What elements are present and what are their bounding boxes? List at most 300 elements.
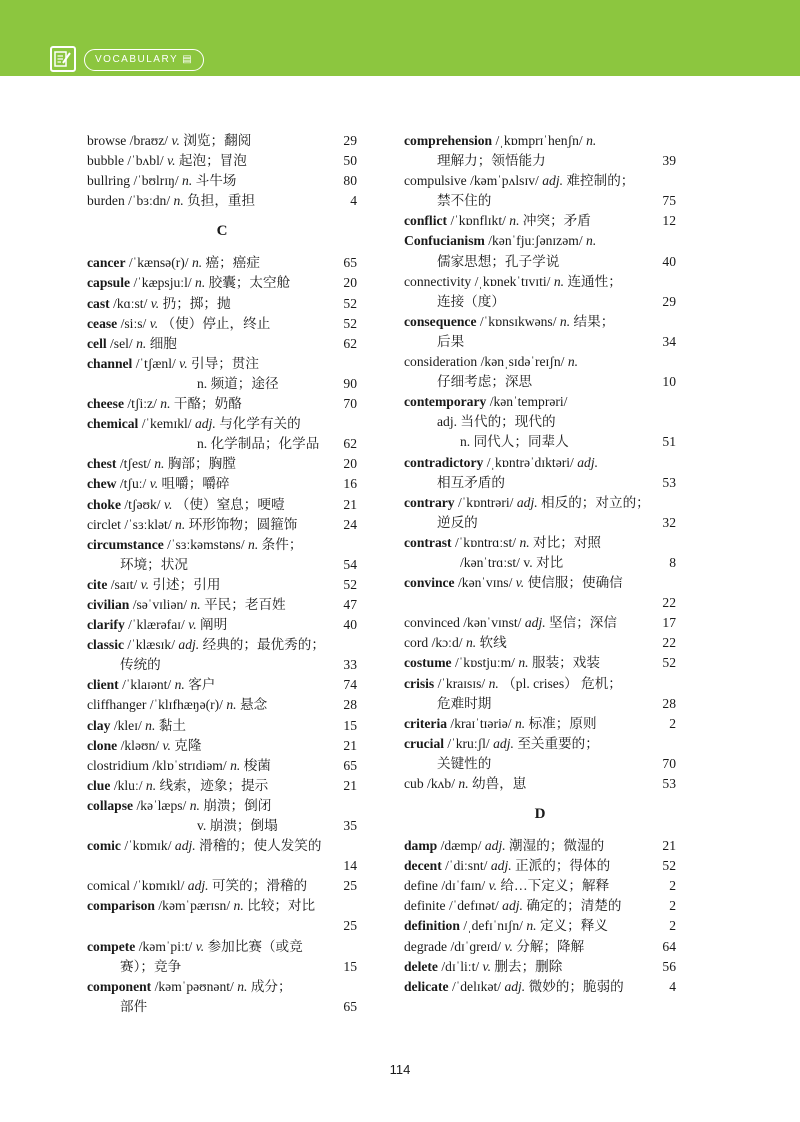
vocab-part-of-speech: adj.: [504, 978, 526, 994]
vocab-word: contradictory: [404, 454, 484, 470]
vocab-page-ref: 20: [343, 456, 357, 472]
vocab-entry: [404, 573, 676, 613]
vocab-word: capsule: [87, 275, 131, 291]
vocab-phonetic: /kənˈvɪnst/: [463, 615, 522, 631]
vocab-word: definite: [404, 898, 446, 914]
vocab-meaning: 潮湿的；微湿的: [509, 838, 605, 854]
vocab-word: chest: [87, 456, 117, 472]
vocab-part-of-speech: adj.: [493, 735, 514, 751]
vocab-page-ref: 32: [662, 514, 676, 530]
vocab-phonetic: /ˈkɒmɪkl/: [133, 878, 185, 894]
vocab-entry: [87, 394, 357, 414]
vocab-word: choke: [87, 496, 121, 512]
vocab-page-ref: 28: [662, 695, 676, 711]
vocab-word: damp: [404, 838, 438, 854]
vocab-meaning: 癌；癌症: [205, 255, 260, 271]
vocab-page-ref: 64: [662, 938, 676, 954]
vocab-entry: [87, 474, 357, 494]
vocab-phonetic: /tʃiːz/: [127, 396, 157, 412]
vocab-word: Confucianism: [404, 233, 485, 249]
vocab-word: comprehension: [404, 133, 493, 148]
vocab-phonetic: /ˈkɒmɪk/: [124, 838, 172, 854]
vocab-word: circlet: [87, 516, 121, 532]
vocab-meaning: 滑稽的；使人发笑的: [199, 838, 322, 854]
vocab-entry: [87, 937, 357, 977]
vocab-word: clarify: [87, 617, 125, 633]
vocab-phonetic: /siːs/: [120, 315, 147, 331]
vocab-word: crisis: [404, 675, 435, 691]
vocab-part-of-speech: n.: [154, 456, 165, 472]
vocab-page-ref: 75: [662, 193, 676, 209]
vocab-word: comparison: [87, 898, 155, 914]
vocab-page-ref: 80: [343, 173, 357, 189]
vocab-meaning: 起泡；冒泡: [178, 153, 247, 169]
vocab-entry: [87, 151, 357, 171]
vocab-entry: [404, 957, 676, 977]
vocab-page-ref: 21: [343, 777, 357, 793]
vocab-meaning: 定义；释义: [539, 918, 608, 934]
vocab-meaning: 咀嚼；嚼碎: [161, 476, 230, 492]
vocab-page-ref: 4: [669, 978, 676, 994]
vocab-meaning: （pl. crises） 危机；: [502, 675, 622, 691]
vocab-page-ref: 2: [669, 715, 676, 731]
vocab-phonetic: /kənˌsɪdəˈreɪʃn/: [480, 354, 565, 370]
vocab-meaning: 细胞: [149, 335, 177, 351]
vocab-word: convinced: [404, 615, 460, 631]
vocab-part-of-speech: n.: [237, 978, 248, 994]
vocab-meaning: 胸部；胸膛: [167, 456, 236, 472]
vocab-part-of-speech: adj.: [577, 454, 599, 470]
vocab-page-ref: 56: [662, 958, 676, 974]
vocab-phonetic: /ˌkɒntrəˈdɪktəri/: [486, 454, 574, 470]
vocab-entry: [404, 674, 676, 714]
vocab-word: cell: [87, 335, 107, 351]
vocab-word: consequence: [404, 313, 477, 329]
vocab-word: consideration: [404, 354, 478, 370]
vocab-page-ref: 62: [343, 436, 357, 452]
vocab-part-of-speech: adj.: [195, 416, 216, 432]
vocab-meaning-continued: /kənˈtrɑːst/ v. 对比: [460, 554, 564, 570]
vocab-entry: [87, 495, 357, 515]
vocab-word: costume: [404, 655, 452, 671]
vocab-page-ref: 28: [343, 697, 357, 713]
page-number: 114: [389, 1062, 411, 1077]
vocab-phonetic: /kənˈtemprəri/: [489, 394, 568, 410]
vocab-part-of-speech: v.: [515, 575, 525, 591]
vocab-part-of-speech: v.: [179, 355, 188, 371]
vocab-word: bullring: [87, 173, 131, 189]
vocab-page-ref: 21: [343, 496, 357, 512]
vocab-part-of-speech: n.: [160, 396, 171, 412]
vocab-part-of-speech: n.: [195, 275, 206, 291]
vocab-part-of-speech: n.: [518, 655, 529, 671]
vocab-page-ref: 4: [350, 193, 357, 209]
vocab-entry: [87, 334, 357, 354]
vocab-part-of-speech: n.: [190, 596, 201, 612]
vocab-part-of-speech: adj.: [542, 173, 564, 189]
vocab-phonetic: /ˌdefɪˈnɪʃn/: [463, 918, 523, 934]
vocab-page-ref: 50: [343, 153, 357, 169]
vocab-word: bubble: [87, 153, 124, 169]
vocab-word: define: [404, 878, 438, 894]
vocab-page-ref: 20: [343, 275, 357, 291]
vocab-word: browse: [87, 133, 127, 148]
vocab-word: cast: [87, 295, 110, 311]
vocab-meaning: 标准；原则: [528, 715, 597, 731]
vocab-word: decent: [404, 858, 442, 874]
vocab-word: contemporary: [404, 394, 487, 410]
vocab-meaning: 扔；掷；抛: [162, 295, 231, 311]
vocab-meaning-continued: 后果: [437, 333, 465, 349]
vocab-meaning: 使信服；使确信: [527, 575, 623, 591]
vocab-entry: [404, 312, 676, 352]
vocab-meaning: 阐明: [200, 617, 228, 633]
header-bar: [0, 0, 800, 76]
vocab-page-ref: 47: [343, 596, 357, 612]
vocab-part-of-speech: n.: [458, 776, 469, 791]
vocab-part-of-speech: n.: [182, 173, 193, 189]
vocab-meaning: 可笑的；滑稽的: [211, 878, 308, 894]
vocab-part-of-speech: v.: [488, 878, 498, 894]
vocab-page-ref: 74: [343, 677, 357, 693]
vocab-meaning: 浏览；翻阅: [183, 133, 252, 148]
vocab-meaning: 引导；贯注: [191, 355, 259, 371]
vocab-entry: [87, 756, 357, 776]
vocab-meaning: 相反的；对立的；: [541, 494, 650, 510]
vocab-meaning: 难控制的；: [566, 173, 635, 189]
vocab-entry: [87, 131, 357, 151]
vocab-part-of-speech: n.: [567, 354, 579, 370]
vocab-meaning: 服装；戏装: [531, 655, 600, 671]
vocab-meaning: 黏土: [158, 717, 186, 733]
vocab-page-ref: 52: [662, 858, 676, 874]
vocab-meaning: 环形饰物；圆箍饰: [188, 516, 298, 532]
vocab-entry: [87, 635, 357, 675]
vocab-page-ref: 29: [343, 133, 357, 148]
vocab-meaning: 干酪；奶酪: [173, 396, 242, 412]
vocab-part-of-speech: n.: [519, 534, 530, 550]
right-column: [404, 131, 676, 997]
vocab-entry: [87, 595, 357, 615]
vocab-entry: [404, 171, 676, 211]
vocab-meaning-continued: n. 化学制品；化学品: [197, 436, 320, 452]
vocab-meaning-continued: 相互矛盾的: [437, 474, 505, 490]
vocab-entry: [87, 314, 357, 334]
vocab-meaning: 确定的；清楚的: [526, 898, 622, 914]
vocab-page-ref: 52: [662, 655, 676, 671]
vocab-page-ref: 52: [343, 576, 357, 592]
vocab-phonetic: /saɪt/: [110, 576, 138, 592]
vocab-word: compulsive: [404, 173, 467, 189]
vocab-meaning: 克隆: [174, 737, 202, 753]
vocab-page-ref: 12: [662, 213, 676, 229]
vocab-entry: [87, 273, 357, 293]
vocab-phonetic: /ˈklæsɪk/: [127, 637, 175, 653]
vocab-part-of-speech: v.: [195, 938, 205, 954]
vocab-word: cub: [404, 776, 424, 791]
vocab-page-ref: 21: [343, 737, 357, 753]
vocab-page-ref: 29: [662, 293, 676, 309]
vocab-part-of-speech: adj.: [178, 637, 200, 653]
vocab-word: conflict: [404, 213, 448, 229]
vocab-page-ref: 22: [662, 595, 676, 611]
vocab-word: cite: [87, 576, 108, 592]
vocab-meaning-continued: [87, 916, 333, 936]
vocab-meaning-continued: [87, 856, 333, 876]
vocab-part-of-speech: adj.: [502, 898, 523, 914]
vocab-meaning: 正派的；得体的: [515, 858, 611, 874]
vocab-meaning-continued: 儒家思想；孔子学说: [437, 253, 560, 269]
vocab-phonetic: /ˈtʃænl/: [135, 355, 176, 371]
vocab-page-ref: 24: [343, 516, 357, 532]
vocab-meaning: 胶囊；太空舱: [208, 275, 291, 291]
vocab-phonetic: /kənˈvɪns/: [458, 575, 513, 591]
vocab-entry: [87, 535, 357, 575]
vocab-part-of-speech: v.: [163, 496, 173, 512]
vocab-phonetic: /ˈkemɪkl/: [141, 416, 192, 432]
vocab-part-of-speech: n.: [488, 675, 499, 691]
section-heading: C: [216, 223, 228, 240]
vocab-meaning: 分解；降解: [516, 938, 585, 954]
vocab-word: crucial: [404, 735, 445, 751]
vocab-word: cheese: [87, 396, 124, 412]
vocab-phonetic: /ˌkɒnekˈtɪvɪti/: [474, 273, 551, 289]
vocab-part-of-speech: v.: [149, 315, 159, 331]
vocab-phonetic: /tʃəʊk/: [124, 496, 161, 512]
vocab-word: connectivity: [404, 273, 472, 289]
vocab-phonetic: /ˈklaɪənt/: [122, 677, 172, 693]
vocab-phonetic: /ˈkraɪsɪs/: [437, 675, 486, 691]
vocab-page-ref: 2: [669, 898, 676, 914]
vocab-phonetic: /kləʊn/: [120, 737, 160, 753]
vocab-entry: [87, 171, 357, 191]
vocab-part-of-speech: n.: [191, 255, 203, 271]
vocab-page-ref: 39: [662, 153, 676, 169]
vocab-entry: [404, 231, 676, 271]
vocab-meaning: 坚信；深信: [549, 615, 617, 631]
vocab-part-of-speech: n.: [173, 193, 184, 209]
vocab-phonetic: /ˈkɒntrəri/: [458, 494, 514, 510]
vocab-word: clostridium: [87, 757, 149, 773]
vocab-entry: [404, 453, 676, 493]
vocab-part-of-speech: n.: [233, 898, 244, 914]
vocab-part-of-speech: n.: [465, 635, 477, 651]
vocab-page-ref: 21: [662, 838, 676, 854]
vocab-phonetic: /ˈsɜːklət/: [124, 516, 172, 532]
vocab-page-ref: 70: [343, 396, 357, 412]
vocab-entry: [87, 615, 357, 635]
vocab-part-of-speech: n.: [586, 233, 597, 249]
vocab-entry: [87, 354, 357, 394]
vocab-phonetic: /ˈkænsə(r)/: [128, 255, 189, 271]
vocab-part-of-speech: n.: [175, 516, 186, 532]
vocab-page-ref: 25: [343, 918, 357, 934]
vocab-phonetic: /ˈdefɪnət/: [448, 898, 499, 914]
vocab-phonetic: /ˈbɜːdn/: [128, 193, 171, 209]
vocab-meaning-continued: 环境；状况: [120, 556, 188, 572]
vocab-phonetic: /səˈvɪliən/: [132, 596, 188, 612]
vocab-entry: [87, 716, 357, 736]
vocab-part-of-speech: n.: [174, 677, 185, 693]
vocab-word: clone: [87, 737, 118, 753]
vocab-page-ref: 62: [343, 335, 357, 351]
vocab-meaning-continued: 理解力；领悟能力: [437, 153, 546, 169]
vocab-word: civilian: [87, 596, 130, 612]
vocab-page-ref: 53: [662, 776, 676, 791]
vocab-meaning-continued: [404, 593, 652, 613]
vocab-phonetic: /dɪˈfaɪn/: [441, 878, 486, 894]
vocab-meaning-continued: 逆反的: [437, 514, 478, 530]
vocab-word: chew: [87, 476, 117, 492]
section-heading: D: [534, 806, 546, 823]
vocab-page-ref: 51: [662, 434, 676, 450]
vocab-phonetic: /tʃuː/: [119, 476, 147, 492]
vocab-page-ref: 52: [343, 295, 357, 311]
vocab-phonetic: /ˈkɒnsɪkwəns/: [479, 313, 557, 329]
vocab-phonetic: /sel/: [110, 335, 133, 351]
vocab-page-ref: 65: [343, 998, 357, 1014]
vocab-phonetic: /ˌkɒmprɪˈhenʃn/: [495, 133, 583, 148]
vocab-entry: [87, 253, 357, 273]
vocab-phonetic: /kəmˈpʌlsɪv/: [470, 173, 539, 189]
vocab-meaning: 与化学有关的: [219, 416, 301, 432]
vocab-entry: [87, 736, 357, 756]
vocab-part-of-speech: adj.: [187, 878, 209, 894]
vocab-word: clay: [87, 717, 111, 733]
vocab-entry: [404, 633, 676, 653]
vocab-phonetic: /kɑːst/: [113, 295, 148, 311]
vocab-meaning: 软线: [479, 635, 507, 651]
vocab-part-of-speech: v.: [188, 617, 197, 633]
vocab-entry: [87, 836, 357, 876]
vocab-part-of-speech: n.: [509, 213, 520, 229]
vocab-meaning-continued: n. 同代人；同辈人: [460, 434, 569, 450]
vocab-meaning-continued: v. 崩溃；倒塌: [197, 818, 278, 833]
vocab-word: degrade: [404, 938, 448, 954]
vocab-entry: [87, 896, 357, 936]
left-column: [87, 131, 357, 1017]
vocab-entry: [87, 414, 357, 454]
vocab-part-of-speech: adj.: [484, 838, 506, 854]
vocab-phonetic: /dæmp/: [440, 838, 482, 854]
vocab-word: cord: [404, 635, 429, 651]
vocab-part-of-speech: v.: [140, 576, 150, 592]
vocab-page-ref: 52: [343, 315, 357, 331]
vocab-part-of-speech: n.: [136, 335, 147, 351]
vocab-part-of-speech: v.: [167, 153, 176, 169]
vocab-phonetic: /kraɪˈtɪəriə/: [450, 715, 512, 731]
vocab-entry: [87, 454, 357, 474]
vocab-part-of-speech: v.: [150, 295, 160, 311]
vocab-phonetic: /ˈkɒnflɪkt/: [450, 213, 506, 229]
vocab-phonetic: /kəmˈpærɪsn/: [158, 898, 231, 914]
vocab-entry: [404, 896, 676, 916]
vocab-phonetic: /ˈkæpsjuːl/: [133, 275, 192, 291]
vocab-phonetic: /kəˈlæps/: [136, 797, 187, 813]
vocab-entry: [404, 977, 676, 997]
vocab-phonetic: /ˈbʌbl/: [127, 153, 164, 169]
vocab-word: chemical: [87, 416, 139, 432]
vocab-phonetic: /kəmˈpiːt/: [138, 938, 193, 954]
vocab-entry: [87, 876, 357, 896]
vocab-meaning: 斗牛场: [195, 173, 237, 189]
vocab-phonetic: /kənˈfjuːʃənɪzəm/: [488, 233, 583, 249]
vocab-word: collapse: [87, 797, 134, 813]
vocab-page-ref: 2: [669, 878, 676, 894]
vocab-part-of-speech: adj.: [490, 858, 512, 874]
vocab-page-ref: 14: [343, 858, 357, 874]
vocab-page-ref: 65: [343, 255, 357, 271]
vocab-entry: [87, 294, 357, 314]
vocab-meaning-continued: n. 频道；途径: [197, 375, 279, 391]
vocab-word: convince: [404, 575, 455, 591]
vocab-entry: [404, 653, 676, 673]
vocab-word: definition: [404, 918, 460, 934]
vocab-entry: [404, 714, 676, 734]
notepad-pencil-icon: [50, 46, 76, 72]
vocab-word: cliffhanger: [87, 697, 147, 713]
vocab-page-ref: 35: [343, 818, 357, 833]
vocab-part-of-speech: v.: [171, 133, 180, 148]
vocab-entry: [404, 876, 676, 896]
vocab-page-ref: 40: [343, 617, 357, 633]
vocab-meaning-continued: 部件: [120, 998, 148, 1014]
vocab-page-ref: 40: [662, 253, 676, 269]
vocab-word: contrast: [404, 534, 452, 550]
vocab-meaning: （使）窒息；哽噎: [175, 496, 285, 512]
vocab-entry: [404, 774, 676, 794]
vocab-meaning-continued: 仔细考虑；深思: [437, 374, 533, 390]
vocab-meaning-continued: 传统的: [120, 657, 161, 673]
vocab-page-ref: 34: [662, 333, 676, 349]
vocab-meaning: 线索，迹象；提示: [159, 777, 269, 793]
vocab-phonetic: /kəmˈpəʊnənt/: [154, 978, 234, 994]
vocab-meaning-continued: 禁不住的: [437, 193, 492, 209]
vocab-word: comical: [87, 878, 131, 894]
vocab-page-ref: 54: [343, 556, 357, 572]
vocab-meaning: 经典的；最优秀的；: [202, 637, 325, 653]
vocab-part-of-speech: v.: [504, 938, 513, 954]
vocab-page-ref: 70: [662, 755, 676, 771]
vocab-page-ref: 65: [343, 757, 357, 773]
vocab-word: classic: [87, 637, 124, 653]
vocab-phonetic: /klɒˈstrɪdiəm/: [152, 757, 227, 773]
vocab-phonetic: /ˈklɪfhæŋə(r)/: [149, 697, 223, 713]
vocab-meaning-continued: 危难时期: [437, 695, 492, 711]
vocab-entry: [404, 613, 676, 633]
vocab-word: compete: [87, 938, 136, 954]
vocab-word: delicate: [404, 978, 449, 994]
vocab-meaning-continued: 关键性的: [437, 755, 492, 771]
vocab-meaning: 结果；: [573, 313, 615, 329]
vocab-entry: [404, 533, 676, 573]
vocab-meaning-continued: 连接（度）: [437, 293, 505, 309]
vocab-phonetic: /kʌb/: [427, 776, 455, 791]
vocab-page-ref: 2: [669, 918, 676, 934]
section-label: VOCABULARY ▤: [84, 49, 204, 71]
vocab-entry: [404, 856, 676, 876]
vocab-page-ref: 15: [343, 958, 357, 974]
vocab-phonetic: /ˈbʊlrɪŋ/: [133, 173, 179, 189]
vocab-entry: [404, 392, 676, 452]
vocab-entry: [87, 191, 357, 211]
vocab-meaning-continued: adj. 当代的；现代的: [437, 414, 556, 430]
vocab-part-of-speech: n.: [145, 777, 157, 793]
vocab-part-of-speech: v.: [482, 958, 491, 974]
vocab-entry: [404, 916, 676, 936]
vocab-part-of-speech: v.: [162, 737, 171, 753]
vocab-phonetic: /kleɪ/: [113, 717, 142, 733]
